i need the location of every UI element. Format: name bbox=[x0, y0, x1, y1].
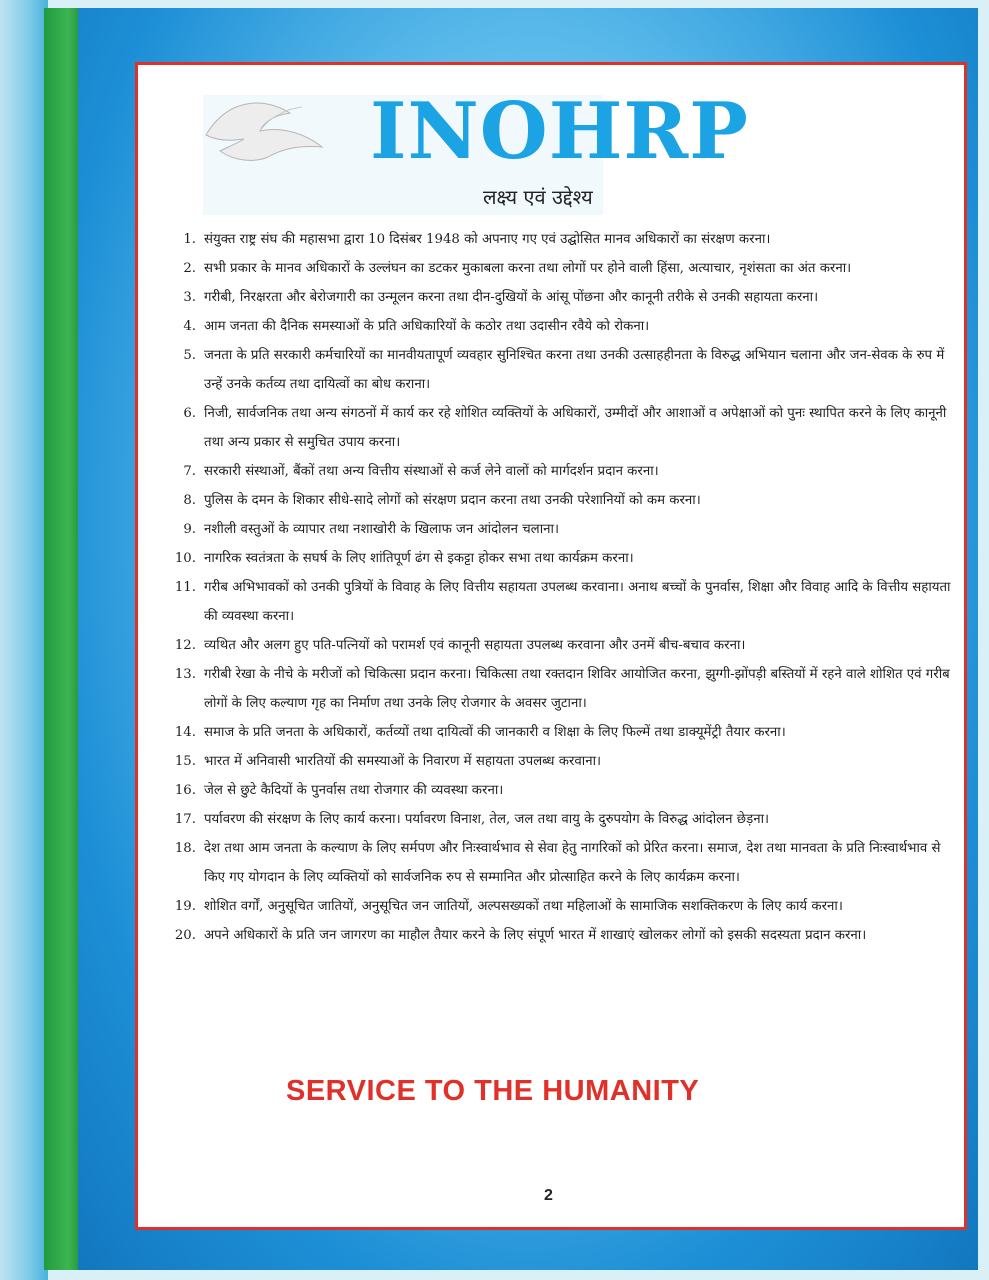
item-number: 9. bbox=[183, 522, 196, 537]
item-text: नागरिक स्वतंत्रता के सघर्ष के लिए शांतिपूर्ण ढंग से इकट्टा होकर सभा तथा कार्यक्रम करना। bbox=[204, 551, 634, 566]
item-text: जेल से छुटे कैदियों के पुनर्वास तथा रोजगार की व्यवस्था करना। bbox=[204, 783, 504, 798]
item-number: 15. bbox=[174, 754, 196, 769]
item-text: जनता के प्रति सरकारी कर्मचारियों का मानवीयतापूर्ण व्यवहार सुनिश्चित करना तथा उनकी उत्साहहीनता के विरुद्ध अभियान चलाना और जन-सेवक के रुप में उन्हें उनके कर्तव्य तथा दायित्वों का बोध कराना। bbox=[204, 348, 945, 392]
list-item bbox=[138, 921, 970, 950]
item-number: 19. bbox=[174, 899, 196, 914]
list-item bbox=[138, 718, 970, 747]
item-text: समाज के प्रति जनता के अधिकारों, कर्तव्यों तथा दायित्वों की जानकारी व शिक्षा के लिए फिल्में तथा डाक्यूमेंट्री तैयार करना। bbox=[204, 725, 786, 740]
item-number: 13. bbox=[174, 667, 196, 682]
item-number: 14. bbox=[174, 725, 196, 740]
item-text: भारत में अनिवासी भारतियों की समस्याओं के निवारण में सहायता उपलब्ध करवाना। bbox=[204, 754, 602, 769]
item-text: व्यथित और अलग हुए पति-पत्नियों को परामर्श एवं कानूनी सहायता उपलब्ध करवाना और उनमें बीच-बचाव करना। bbox=[204, 638, 746, 653]
list-item bbox=[138, 312, 970, 341]
item-number: 17. bbox=[174, 812, 196, 827]
item-number: 8. bbox=[183, 493, 196, 508]
item-number: 16. bbox=[174, 783, 196, 798]
item-number: 10. bbox=[174, 551, 196, 566]
item-text: सभी प्रकार के मानव अधिकारों के उल्लंघन का डटकर मुकाबला करना तथा लोगों पर होने वाली हिंसा, अत्याचार, नृशंसता का अंत करना। bbox=[204, 261, 852, 276]
item-text: आम जनता की दैनिक समस्याओं के प्रति अधिकारियों के कठोर तथा उदासीन रवैये को रोकना। bbox=[204, 319, 650, 334]
list-item bbox=[138, 660, 970, 718]
item-text: गरीब अभिभावकों को उनकी पुत्रियों के विवाह के लिए वित्तीय सहायता उपलब्ध करवाना। अनाथ बच्चों के पुनर्वास, शिक्षा और विवाह आदि के वित्तीय सहायता की व्यवस्था करना। bbox=[204, 580, 951, 624]
list-item bbox=[138, 515, 970, 544]
item-text: अपने अधिकारों के प्रति जन जागरण का माहौल तैयार करने के लिए संपूर्ण भारत में शाखाएं खोलकर लोगों को इसकी सदस्यता प्रदान करना। bbox=[204, 928, 867, 943]
list-item bbox=[138, 631, 970, 660]
item-text: देश तथा आम जनता के कल्याण के लिए सर्मपण और निःस्वार्थभाव से सेवा हेतु नागरिकों को प्रेरित करना। समाज, देश तथा मानवता के प्रति निःस्वार्थभाव से किए गए योगदान के लिए व्यक्तियों को सार्वजनिक रुप से सम्मानित और प्रोत्साहित करने के लिए कार्यक्रम करना। bbox=[204, 841, 941, 885]
list-item bbox=[138, 254, 970, 283]
list-item bbox=[138, 399, 970, 457]
list-item bbox=[138, 283, 970, 312]
list-item bbox=[138, 225, 970, 254]
item-number: 7. bbox=[183, 464, 196, 479]
list-item bbox=[138, 573, 970, 631]
item-text: नशीली वस्तुओं के व्यापार तथा नशाखोरी के खिलाफ जन आंदोलन चलाना। bbox=[204, 522, 560, 537]
item-number: 12. bbox=[174, 638, 196, 653]
item-text: निजी, सार्वजनिक तथा अन्य संगठनों में कार्य कर रहे शोशित व्यक्तियों के अधिकारों, उम्मीदों और आशाओं व अपेक्षाओं को पुनः स्थापित करने के लिए कानूनी तथा अन्य प्रकार से समुचित उपाय करना। bbox=[204, 406, 947, 450]
list-item bbox=[138, 341, 970, 399]
item-number: 3. bbox=[183, 290, 196, 305]
item-number: 18. bbox=[174, 841, 196, 856]
item-text: पुलिस के दमन के शिकार सीधे-सादे लोगों को संरक्षण प्रदान करना तथा उनकी परेशानियों को कम करना। bbox=[204, 493, 701, 508]
list-item bbox=[138, 457, 970, 486]
item-number: 20. bbox=[174, 928, 196, 943]
item-number: 5. bbox=[183, 348, 196, 363]
list-item bbox=[138, 834, 970, 892]
list-item bbox=[138, 892, 970, 921]
item-text: गरीबी रेखा के नीचे के मरीजों को चिकित्सा प्रदान करना। चिकित्सा तथा रक्तदान शिविर आयोजित करना, झुग्गी-झोंपड़ी बस्तियों में रहने वाले शोशित एवं गरीब लोगों के लिए कल्याण गृह का निर्माण तथा उनके लिए रोजगार के अवसर जुटाना। bbox=[204, 667, 950, 711]
item-text: सरकारी संस्थाओं, बैंकों तथा अन्य वित्तीय संस्थाओं से कर्ज लेने वालों को मार्गदर्शन प्रदान करना। bbox=[204, 464, 659, 479]
item-number: 6. bbox=[183, 406, 196, 421]
page-edge-left bbox=[0, 0, 48, 1280]
objectives-list bbox=[138, 225, 970, 950]
list-item bbox=[138, 544, 970, 573]
item-number: 4. bbox=[183, 319, 196, 334]
list-item bbox=[138, 486, 970, 515]
item-number: 11. bbox=[174, 580, 196, 595]
item-number: 2. bbox=[183, 261, 196, 276]
page-number: 2 bbox=[544, 1187, 553, 1204]
page-title: INOHRP bbox=[370, 86, 749, 177]
dove-icon bbox=[198, 91, 328, 171]
list-item bbox=[138, 747, 970, 776]
item-text: संयुक्त राष्ट्र संघ की महासभा द्वारा 10 दिसंबर 1948 को अपनाए गए एवं उद्घोसित मानव अधिकारों का संरक्षण करना। bbox=[204, 232, 771, 247]
item-text: शोशित वर्गों, अनुसूचित जातियों, अनुसूचित जन जातियों, अल्पसख्यकों तथा महिलाओं के सामाजिक सशक्तिकरण के लिए कार्य करना। bbox=[204, 899, 843, 914]
list-item bbox=[138, 805, 970, 834]
item-text: पर्यावरण की संरक्षण के लिए कार्य करना। पर्यावरण विनाश, तेल, जल तथा वायु के दुरुपयोग के विरुद्ध आंदोलन छेड़ना। bbox=[204, 812, 770, 827]
footer-slogan: SERVICE TO THE HUMANITY bbox=[286, 1075, 700, 1107]
page-subtitle: लक्ष्य एवं उद्देश्य bbox=[483, 185, 593, 209]
list-item bbox=[138, 776, 970, 805]
content-panel bbox=[135, 62, 967, 1230]
item-number: 1. bbox=[183, 232, 196, 247]
item-text: गरीबी, निरक्षरता और बेरोजगारी का उन्मूलन करना तथा दीन-दुखियों के आंसू पोंछना और कानूनी तरीके से उनकी सहायता करना। bbox=[204, 290, 819, 305]
